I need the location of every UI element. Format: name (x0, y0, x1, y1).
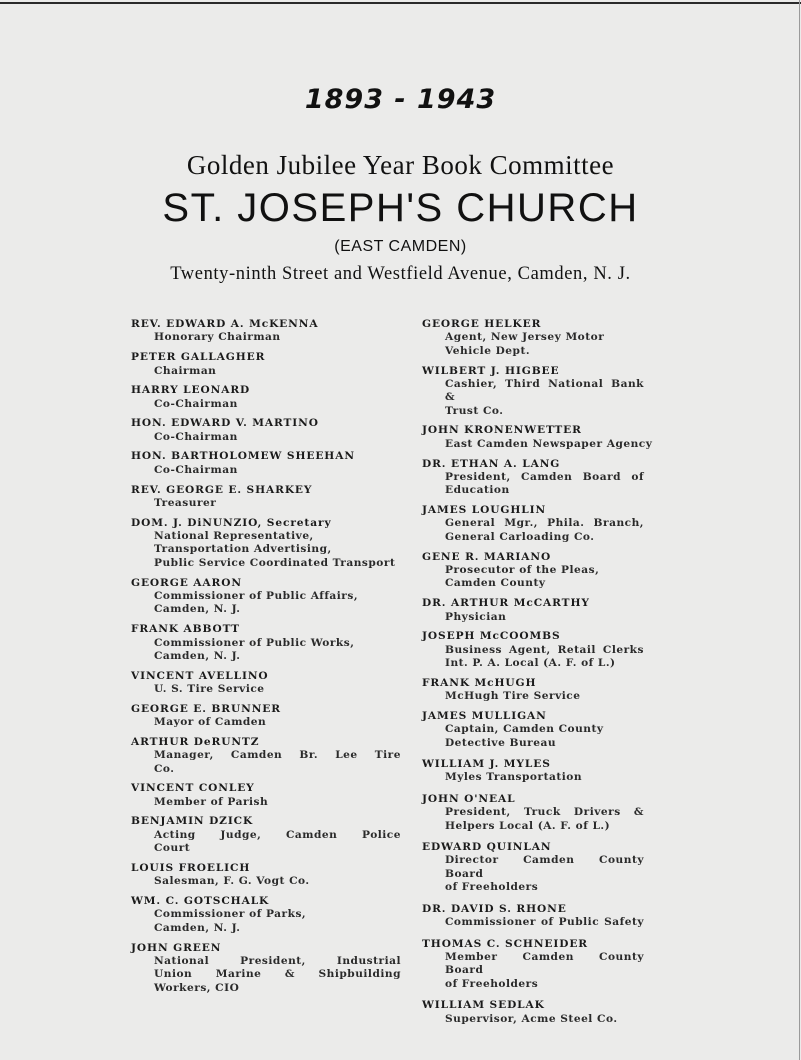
member-title-line: Acting Judge, Camden Police (154, 828, 401, 841)
member-title-line: Commissioner of Parks, (154, 908, 307, 921)
member-title-line: Court (154, 842, 191, 855)
member-title-line: Supervisor, Acme Steel Co. (445, 1012, 618, 1025)
committee-member-entry (131, 782, 401, 809)
member-title-line: Mayor of Camden (154, 716, 267, 729)
member-name: PETER GALLAGHER (131, 351, 266, 364)
member-title-line: Camden, N. J. (154, 603, 241, 616)
committee-member-entry (131, 577, 401, 617)
committee-member-entry (131, 862, 401, 889)
member-name: LOUIS FROELICH (131, 861, 251, 874)
member-name: WILLIAM SEDLAK (422, 999, 545, 1012)
member-name: JAMES LOUGHLIN (422, 504, 547, 517)
committee-member-entry (131, 484, 401, 511)
member-title-line: Agent, New Jersey Motor (445, 331, 605, 344)
member-name: JOHN O'NEAL (422, 792, 516, 805)
member-name: FRANK ABBOTT (131, 623, 240, 636)
member-title-line: Co. (154, 762, 175, 775)
member-name: JOSEPH McCOOMBS (422, 630, 561, 643)
church-address: Twenty-ninth Street and Westfield Avenue, Camden, N. J. (170, 264, 631, 284)
member-title-line: Prosecutor of the Pleas, (445, 563, 600, 576)
committee-member-entry (422, 710, 644, 750)
member-name: DR. DAVID S. RHONE (422, 902, 567, 915)
member-title-line: Director Camden County Board (445, 854, 644, 880)
member-title-line: Cashier, Third National Bank & (445, 377, 644, 404)
member-title-line: President, Truck Drivers & (445, 806, 644, 819)
member-title-line: Detective Bureau (445, 736, 557, 749)
member-title-line: Salesman, F. G. Vogt Co. (154, 875, 310, 888)
member-name: JOHN GREEN (131, 941, 222, 954)
committee-member-entry (422, 938, 644, 992)
committee-member-entry (422, 841, 644, 895)
member-name: VINCENT CONLEY (131, 782, 255, 795)
member-name: VINCENT AVELLINO (131, 669, 269, 682)
church-district: (EAST CAMDEN) (334, 238, 467, 255)
member-name: BENJAMIN DZICK (131, 815, 254, 828)
member-title-line: Co-Chairman (154, 397, 238, 410)
committee-member-entry (422, 458, 644, 498)
member-title-line: Int. P. A. Local (A. F. of L.) (445, 657, 616, 670)
committee-member-entry (131, 942, 401, 996)
committee-member-entry (422, 365, 644, 419)
church-name: ST. JOSEPH'S CHURCH (162, 186, 639, 230)
committee-list-left (131, 318, 401, 995)
member-title-line: Trust Co. (445, 404, 504, 417)
member-name: EDWARD QUINLAN (422, 841, 552, 854)
committee-member-entry (131, 384, 401, 411)
member-name: REV. EDWARD A. McKENNA (131, 318, 319, 330)
top-border-rule (0, 2, 801, 4)
committee-member-entry (422, 551, 644, 591)
member-title-line: Union Marine & Shipbuilding (154, 968, 401, 981)
committee-member-entry (131, 318, 401, 345)
member-title-line: of Freeholders (445, 881, 539, 894)
member-name: HARRY LEONARD (131, 384, 251, 397)
member-name: GEORGE HELKER (422, 318, 542, 330)
committee-member-entry (422, 903, 644, 930)
member-title-line: East Camden Newspaper Agency (445, 437, 653, 450)
committee-member-entry (131, 703, 401, 730)
jubilee-years: 1893 - 1943 (304, 84, 497, 115)
committee-member-entry (422, 424, 653, 451)
member-name: THOMAS C. SCHNEIDER (422, 937, 588, 950)
member-title-line: Commissioner of Public Works, (154, 636, 355, 649)
member-title-line: of Freeholders (445, 977, 539, 990)
committee-member-entry (131, 517, 401, 571)
member-name: REV. GEORGE E. SHARKEY (131, 483, 313, 496)
member-name: GEORGE E. BRUNNER (131, 702, 281, 715)
member-title-line: Business Agent, Retail Clerks (445, 643, 644, 656)
member-title-line: Workers, CIO (154, 981, 240, 994)
committee-member-entry (131, 450, 401, 477)
member-title-line: Member Camden County Board (445, 950, 644, 977)
member-name: DR. ARTHUR McCARTHY (422, 597, 590, 610)
member-title-line: Commissioner of Public Safety (445, 916, 644, 929)
member-title-line: McHugh Tire Service (445, 690, 581, 703)
member-title-line: Camden County (445, 577, 546, 590)
committee-member-entry (422, 597, 644, 624)
committee-member-entry (422, 630, 644, 670)
committee-member-entry (131, 623, 401, 663)
committee-member-entry (422, 793, 644, 833)
committee-member-entry (422, 318, 644, 358)
member-name: JOHN KRONENWETTER (422, 424, 582, 437)
committee-title: Golden Jubilee Year Book Committee (186, 150, 615, 180)
committee-member-entry (422, 504, 644, 544)
member-title-line: Co-Chairman (154, 430, 238, 443)
committee-member-entry (131, 670, 401, 697)
committee-member-entry (131, 736, 401, 776)
member-name: JAMES MULLIGAN (422, 709, 547, 722)
member-title-line: President, Camden Board of (445, 470, 644, 483)
member-title-line: Commissioner of Public Affairs, (154, 589, 359, 602)
committee-member-entry (422, 758, 644, 785)
member-title-line: Helpers Local (A. F. of L.) (445, 819, 611, 832)
member-name: HON. BARTHOLOMEW SHEEHAN (131, 450, 355, 463)
member-title-line: Co-Chairman (154, 463, 238, 476)
member-title-line: Honorary Chairman (154, 331, 281, 344)
member-title-line: General Mgr., Phila. Branch, (445, 517, 644, 530)
committee-member-entry (131, 417, 401, 444)
member-title-line: Public Service Coordinated Transport (154, 556, 396, 569)
member-name: DR. ETHAN A. LANG (422, 457, 561, 470)
member-title-line: Captain, Camden County (445, 723, 604, 736)
member-title-line: Chairman (154, 364, 217, 377)
member-title-line: Treasurer (154, 496, 217, 509)
committee-list-right (422, 318, 653, 1026)
committee-member-entry (422, 999, 644, 1026)
committee-member-entry (131, 351, 401, 378)
member-title-line: Education (445, 484, 510, 497)
member-title-line: General Carloading Co. (445, 530, 595, 543)
member-title-line: Camden, N. J. (154, 921, 241, 934)
member-title-line: National President, Industrial (154, 955, 401, 967)
member-name: FRANK McHUGH (422, 676, 537, 689)
member-name: GEORGE AARON (131, 576, 242, 589)
member-title-line: Member of Parish (154, 795, 269, 808)
member-name: WILLIAM J. MYLES (422, 758, 551, 771)
member-name: WM. C. GOTSCHALK (131, 895, 270, 908)
member-title-line: Vehicle Dept. (445, 344, 531, 357)
member-title-line: Myles Transportation (445, 771, 583, 784)
member-title-line: National Representative, (154, 530, 314, 543)
member-title-line: Manager, Camden Br. Lee Tire (154, 749, 401, 762)
member-name: ARTHUR DeRUNTZ (131, 735, 260, 748)
member-title-line: Transportation Advertising, (154, 543, 332, 556)
committee-member-entry (131, 815, 401, 855)
member-title-line: U. S. Tire Service (154, 683, 265, 696)
member-name: DOM. J. DiNUNZIO, Secretary (131, 516, 332, 529)
committee-member-entry (422, 677, 644, 704)
member-name: GENE R. MARIANO (422, 550, 552, 563)
member-title-line: Camden, N. J. (154, 649, 241, 662)
member-name: HON. EDWARD V. MARTINO (131, 417, 319, 430)
committee-member-entry (131, 895, 401, 935)
member-name: WILBERT J. HIGBEE (422, 364, 560, 377)
member-title-line: Physician (445, 610, 507, 623)
